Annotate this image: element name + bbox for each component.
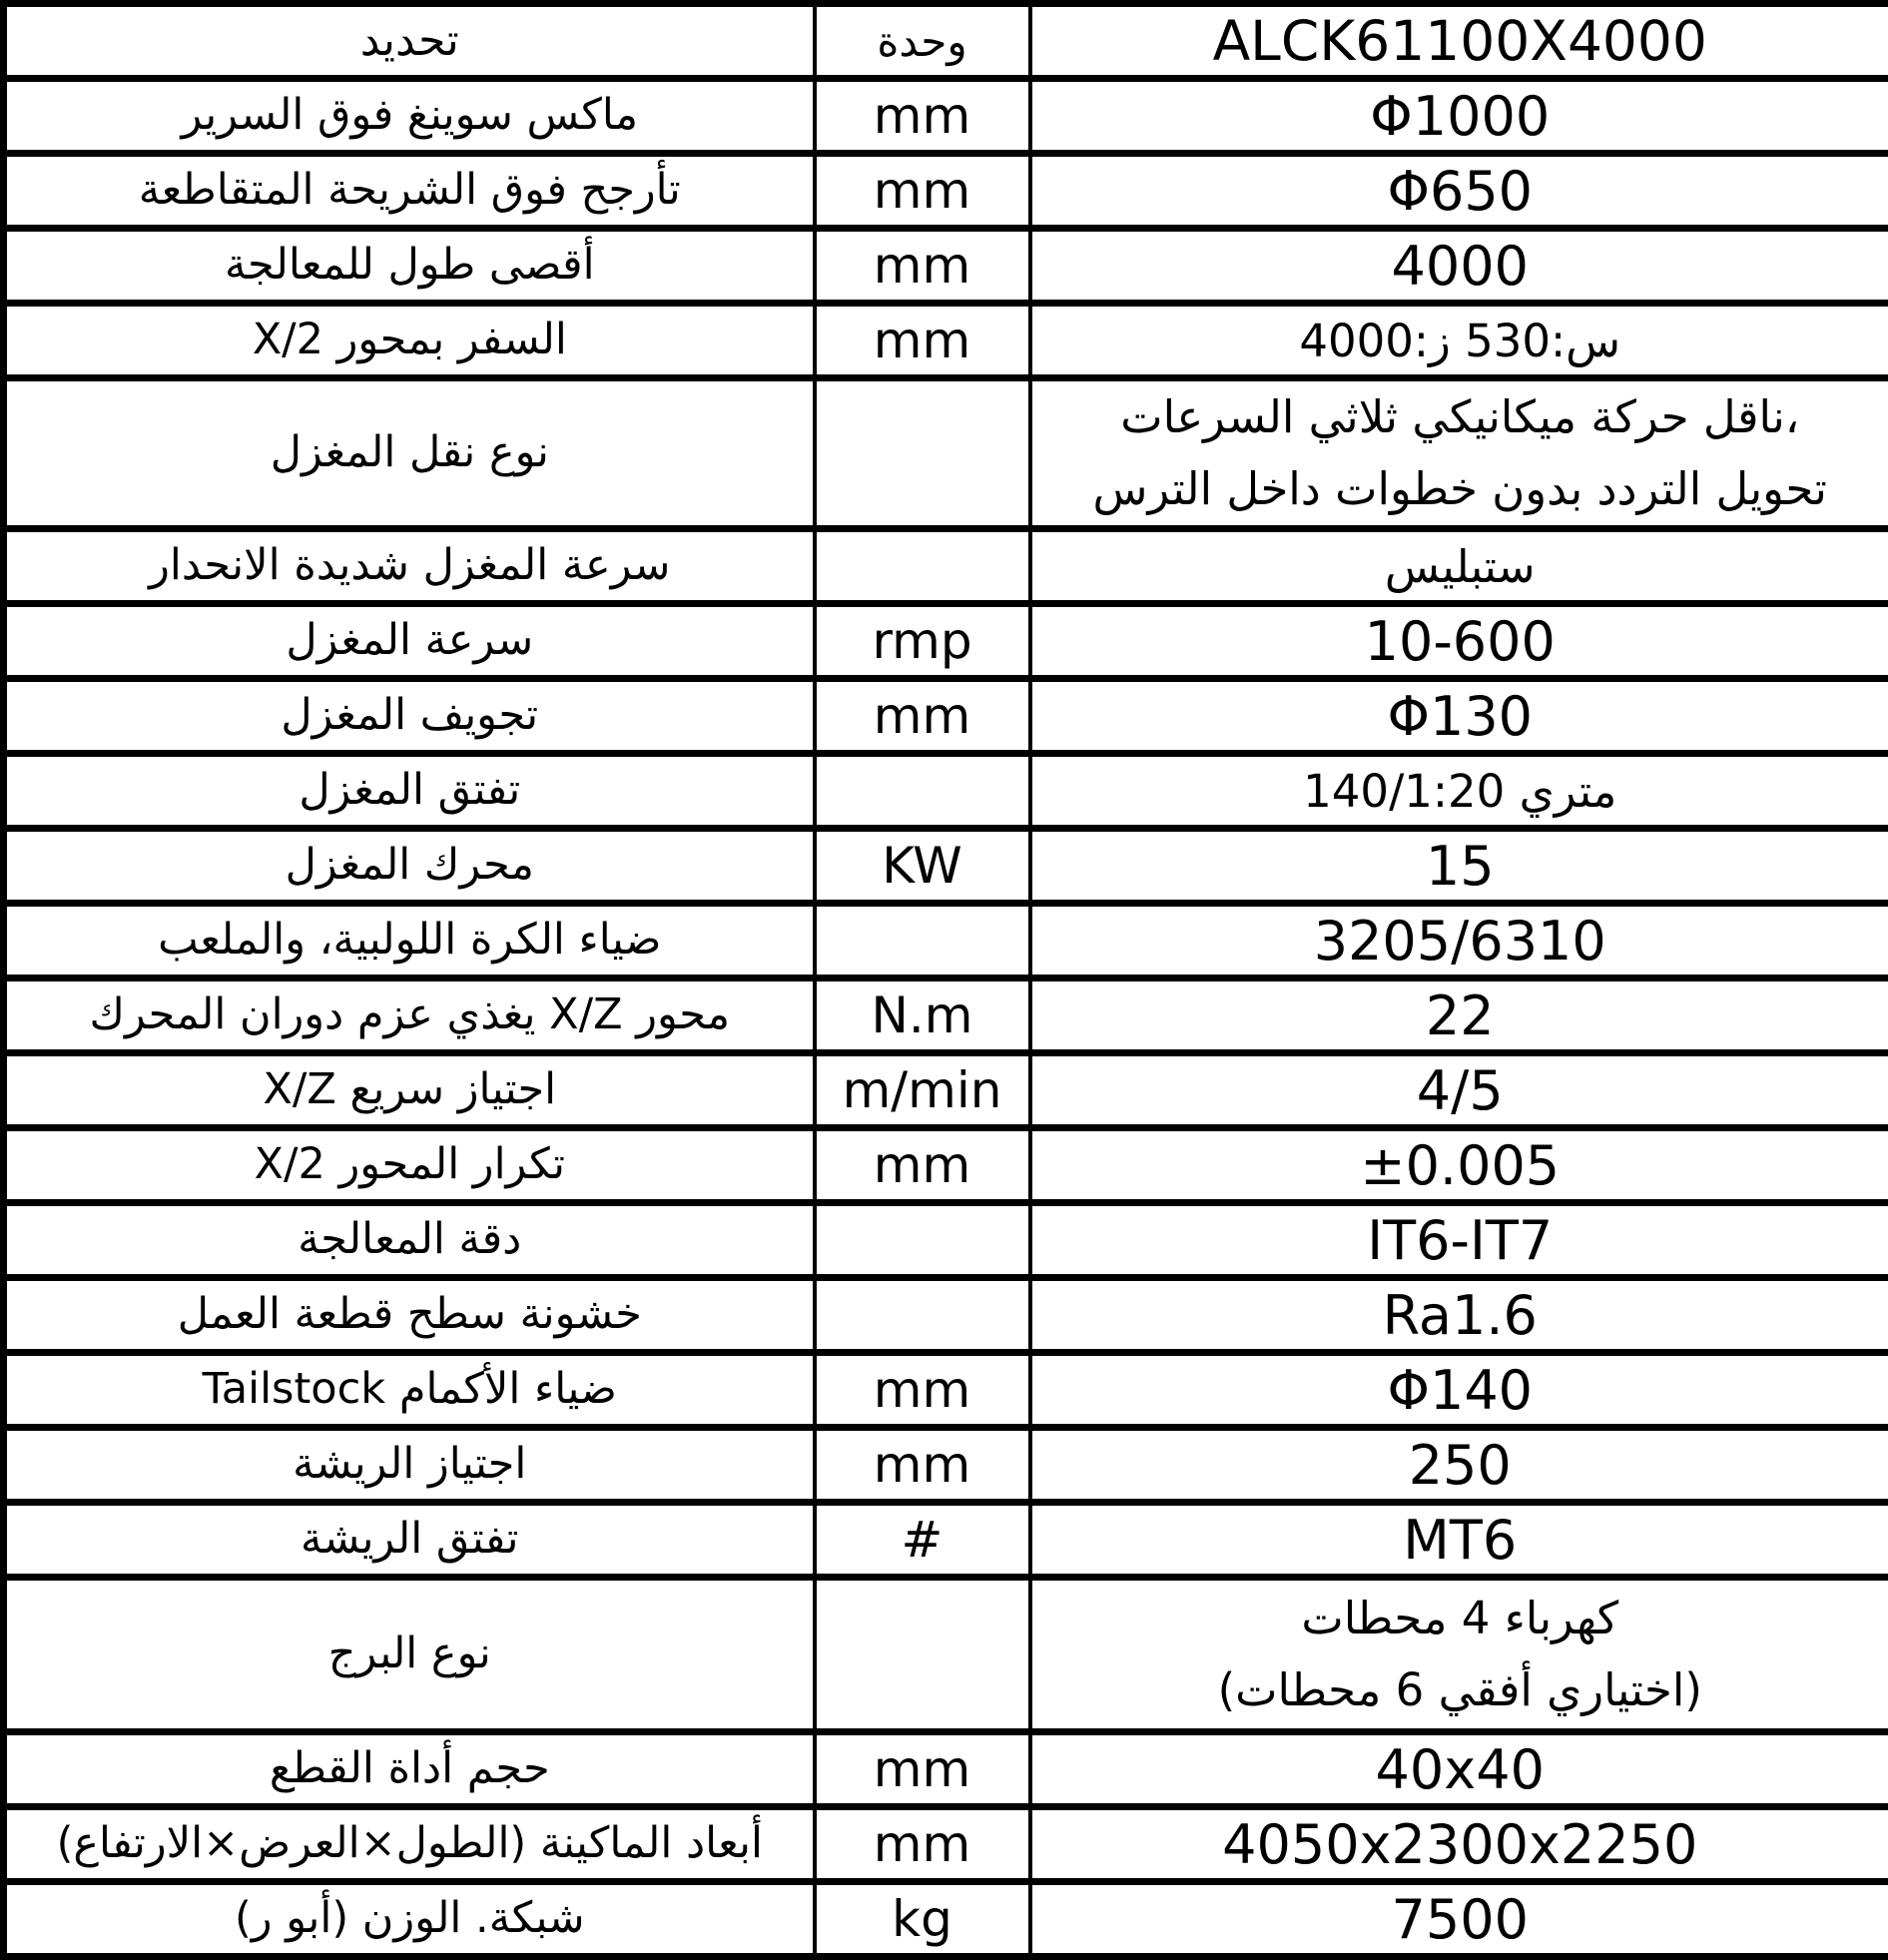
unit-cell bbox=[815, 1578, 1030, 1732]
unit-cell: mm bbox=[815, 79, 1030, 154]
value-cell: Ra1.6 bbox=[1030, 1278, 1888, 1353]
value-cell: 22 bbox=[1030, 979, 1888, 1053]
value-cell: س:530 ز:4000 bbox=[1030, 304, 1888, 378]
table-row bbox=[4, 979, 1888, 1053]
table-row bbox=[4, 1353, 1888, 1428]
spec-label-cell: السفر بمحور X/2 bbox=[4, 304, 815, 378]
unit-cell: rmp bbox=[815, 604, 1030, 679]
unit-cell: mm bbox=[815, 304, 1030, 378]
table-header-row bbox=[4, 4, 1888, 79]
value-cell: 4/5 bbox=[1030, 1053, 1888, 1128]
value-cell: Φ1000 bbox=[1030, 79, 1888, 154]
value-cell: IT6-IT7 bbox=[1030, 1203, 1888, 1278]
table-row bbox=[4, 829, 1888, 904]
spec-label-cell: تأرجح فوق الشريحة المتقاطعة bbox=[4, 154, 815, 229]
spec-label-cell: سرعة المغزل bbox=[4, 604, 815, 679]
unit-cell: mm bbox=[815, 154, 1030, 229]
spec-label-cell: ضياء الأكمام Tailstock bbox=[4, 1353, 815, 1428]
value-cell: Φ140 bbox=[1030, 1353, 1888, 1428]
value-cell: 40x40 bbox=[1030, 1732, 1888, 1807]
spec-label-cell: سرعة المغزل شديدة الانحدار bbox=[4, 529, 815, 604]
value-cell: 4050x2300x2250 bbox=[1030, 1807, 1888, 1882]
value-cell bbox=[1030, 378, 1888, 529]
unit-cell: # bbox=[815, 1503, 1030, 1578]
spec-label-cell: تكرار المحور X/2 bbox=[4, 1128, 815, 1203]
table-row bbox=[4, 1503, 1888, 1578]
spec-label-cell: أبعاد الماكينة (الطول×العرض×الارتفاع) bbox=[4, 1807, 815, 1882]
table-row bbox=[4, 1732, 1888, 1807]
spec-label-cell: محرك المغزل bbox=[4, 829, 815, 904]
unit-cell: mm bbox=[815, 1732, 1030, 1807]
spec-label-cell: خشونة سطح قطعة العمل bbox=[4, 1278, 815, 1353]
spec-label-cell: تفتق المغزل bbox=[4, 754, 815, 829]
value-line: كهرباء 4 محطات bbox=[1042, 1583, 1879, 1654]
header-unit-cell: وحدة bbox=[815, 4, 1030, 79]
unit-cell: kg bbox=[815, 1882, 1030, 1957]
value-cell: 3205/6310 bbox=[1030, 904, 1888, 979]
value-cell: متري 140/1:20 bbox=[1030, 754, 1888, 829]
spec-label-cell: اجتياز سريع X/Z bbox=[4, 1053, 815, 1128]
value-line: ،ناقل حركة ميكانيكي ثلاثي السرعات bbox=[1042, 381, 1879, 453]
value-cell: 250 bbox=[1030, 1428, 1888, 1503]
table-row bbox=[4, 1278, 1888, 1353]
table-row bbox=[4, 679, 1888, 754]
table-row bbox=[4, 529, 1888, 604]
unit-cell: mm bbox=[815, 1128, 1030, 1203]
value-line: تحويل التردد بدون خطوات داخل الترس bbox=[1042, 453, 1879, 525]
unit-cell: mm bbox=[815, 679, 1030, 754]
spec-label-cell: ماكس سوينغ فوق السرير bbox=[4, 79, 815, 154]
table-row bbox=[4, 378, 1888, 529]
table-row bbox=[4, 904, 1888, 979]
unit-cell: m/min bbox=[815, 1053, 1030, 1128]
unit-cell bbox=[815, 754, 1030, 829]
table-row bbox=[4, 1807, 1888, 1882]
unit-cell bbox=[815, 1203, 1030, 1278]
table-row bbox=[4, 604, 1888, 679]
table-row bbox=[4, 1428, 1888, 1503]
spec-label-cell: اجتياز الريشة bbox=[4, 1428, 815, 1503]
table-row bbox=[4, 1128, 1888, 1203]
value-cell bbox=[1030, 1578, 1888, 1732]
unit-cell: mm bbox=[815, 229, 1030, 304]
table-row bbox=[4, 754, 1888, 829]
value-cell: 10-600 bbox=[1030, 604, 1888, 679]
table-row bbox=[4, 79, 1888, 154]
table-row bbox=[4, 229, 1888, 304]
value-line: (اختياري أفقي 6 محطات) bbox=[1042, 1654, 1879, 1726]
spec-label-cell: حجم أداة القطع bbox=[4, 1732, 815, 1807]
unit-cell bbox=[815, 1278, 1030, 1353]
value-cell: 15 bbox=[1030, 829, 1888, 904]
table-row bbox=[4, 304, 1888, 378]
table-row bbox=[4, 1203, 1888, 1278]
spec-label-cell: تفتق الريشة bbox=[4, 1503, 815, 1578]
unit-cell: mm bbox=[815, 1428, 1030, 1503]
spec-label-cell: تجويف المغزل bbox=[4, 679, 815, 754]
unit-cell bbox=[815, 904, 1030, 979]
value-cell: MT6 bbox=[1030, 1503, 1888, 1578]
header-spec-cell: تحديد bbox=[4, 4, 815, 79]
unit-cell: mm bbox=[815, 1353, 1030, 1428]
value-cell: 4000 bbox=[1030, 229, 1888, 304]
spec-label-cell: نوع نقل المغزل bbox=[4, 378, 815, 529]
value-cell: Φ130 bbox=[1030, 679, 1888, 754]
spec-label-cell: أقصى طول للمعالجة bbox=[4, 229, 815, 304]
value-cell: 7500 bbox=[1030, 1882, 1888, 1957]
spec-label-cell: شبكة. الوزن (أبو ر) bbox=[4, 1882, 815, 1957]
unit-cell bbox=[815, 529, 1030, 604]
unit-cell: KW bbox=[815, 829, 1030, 904]
table-row bbox=[4, 154, 1888, 229]
unit-cell: mm bbox=[815, 1807, 1030, 1882]
table-row bbox=[4, 1053, 1888, 1128]
unit-cell bbox=[815, 378, 1030, 529]
value-cell: ستبليس bbox=[1030, 529, 1888, 604]
spec-label-cell: دقة المعالجة bbox=[4, 1203, 815, 1278]
spec-label-cell: نوع البرج bbox=[4, 1578, 815, 1732]
spec-label-cell: ضياء الكرة اللولبية، والملعب bbox=[4, 904, 815, 979]
spec-label-cell: محور X/Z يغذي عزم دوران المحرك bbox=[4, 979, 815, 1053]
header-model-cell: ALCK61100X4000 bbox=[1030, 4, 1888, 79]
value-cell: ±0.005 bbox=[1030, 1128, 1888, 1203]
table-row bbox=[4, 1578, 1888, 1732]
value-cell: Φ650 bbox=[1030, 154, 1888, 229]
table-row bbox=[4, 1882, 1888, 1957]
unit-cell: N.m bbox=[815, 979, 1030, 1053]
